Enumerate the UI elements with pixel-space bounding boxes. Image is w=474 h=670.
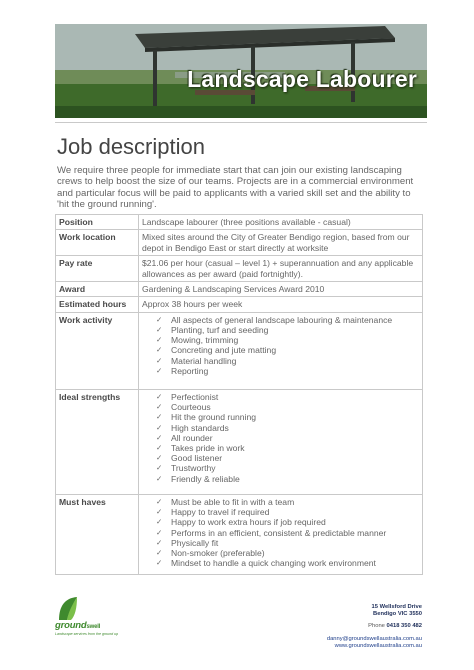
banner-title: Landscape Labourer	[187, 66, 417, 92]
list-item: ✓ Hit the ground running	[156, 412, 257, 423]
checkmark-icon: ✓	[156, 422, 163, 432]
row-value: $21.06 per hour (casual – level 1) + superannuation and any applicable allowances as per award (paid fortnightly).	[139, 256, 423, 282]
list-item: ✓ High standards	[156, 422, 229, 433]
checkmark-icon: ✓	[156, 443, 163, 453]
list-item: ✓ Mowing, trimming	[156, 335, 239, 346]
checkmark-icon: ✓	[156, 517, 163, 527]
row-label: Award	[56, 282, 139, 297]
table-row	[56, 256, 423, 282]
list-item: ✓ All aspects of general landscape labouring & maintenance	[156, 314, 393, 325]
list-item: ✓ Happy to travel if required	[156, 507, 270, 518]
website-link[interactable]: www.groundswellaustralia.com.au	[334, 642, 422, 649]
divider	[55, 122, 427, 123]
list-item: ✓ Friendly & reliable	[156, 473, 240, 484]
checkmark-icon: ✓	[156, 314, 163, 324]
leaf-logo-icon	[57, 596, 79, 622]
list-item: ✓ Physically fit	[156, 537, 219, 548]
row-value: Gardening & Landscaping Services Award 2010	[139, 282, 423, 297]
contact-block	[327, 604, 422, 650]
email-link[interactable]: danny@groundswellaustralia.com.au	[326, 635, 422, 642]
table-row	[56, 282, 423, 297]
list-item: ✓ Trustworthy	[156, 463, 216, 474]
list-item: ✓ Takes pride in work	[156, 443, 245, 454]
row-label: Position	[56, 215, 139, 230]
checkmark-icon: ✓	[156, 402, 163, 412]
list-item: ✓ Material handling	[156, 355, 237, 366]
logo-word: ground	[55, 620, 87, 631]
ideal-strengths-list	[142, 392, 419, 484]
checkmark-icon: ✓	[156, 325, 163, 335]
list-item: ✓ Perfectionist	[156, 392, 219, 403]
must-haves-list	[142, 497, 419, 568]
intro-paragraph: We require three people for immediate start that can join our existing landscaping crews to help boost the size of our teams. Projects are in a commercial environment and particular focus will be paid to applicants with a varied skill set and the ability to 'hit the ground running'.	[57, 165, 414, 210]
list-item: ✓ Performs in an efficient, consistent & predictable manner	[156, 527, 387, 538]
table-row	[56, 215, 423, 230]
address-line-2: Bendigo VIC 3550	[373, 611, 422, 618]
checkmark-icon: ✓	[156, 463, 163, 473]
table-row	[56, 494, 423, 574]
row-label: Must haves	[56, 494, 139, 574]
checkmark-icon: ✓	[156, 335, 163, 345]
list-item: ✓ Courteous	[156, 402, 211, 413]
checkmark-icon: ✓	[156, 453, 163, 463]
table-row	[56, 312, 423, 389]
list-item: ✓ Reporting	[156, 365, 209, 376]
checkmark-icon: ✓	[156, 496, 163, 506]
row-label: Pay rate	[56, 256, 139, 282]
list-item: ✓ Good listener	[156, 453, 223, 464]
row-label: Work location	[56, 230, 139, 256]
list-item: ✓ All rounder	[156, 432, 213, 443]
checkmark-icon: ✓	[156, 558, 163, 568]
row-label: Work activity	[56, 312, 139, 389]
groundswell-logo	[55, 596, 125, 642]
logo-word-suffix: swell	[86, 624, 101, 630]
work-activity-list	[142, 315, 419, 376]
list-item: ✓ Non-smoker (preferable)	[156, 547, 265, 558]
checkmark-icon: ✓	[156, 392, 163, 402]
checkmark-icon: ✓	[156, 527, 163, 537]
table-row	[56, 297, 423, 312]
list-item: ✓ Mindset to handle a quick changing work environment	[156, 558, 376, 569]
checkmark-icon: ✓	[156, 507, 163, 517]
list-item: ✓ Concreting and jute matting	[156, 345, 277, 356]
list-item: ✓ Planting, turf and seeding	[156, 325, 269, 336]
checkmark-icon: ✓	[156, 473, 163, 483]
row-value: Landscape labourer (three positions available - casual)	[139, 215, 423, 230]
row-label: Ideal strengths	[56, 390, 139, 495]
checkmark-icon: ✓	[156, 365, 163, 375]
row-value: Approx 38 hours per week	[139, 297, 423, 312]
checkmark-icon: ✓	[156, 345, 163, 355]
row-label: Estimated hours	[56, 297, 139, 312]
job-details-table	[55, 214, 423, 575]
header-banner	[55, 24, 427, 118]
checkmark-icon: ✓	[156, 412, 163, 422]
checkmark-icon: ✓	[156, 355, 163, 365]
logo-tagline: Landscape services from the ground up	[55, 632, 119, 636]
phone-number: 0418 350 482	[386, 623, 422, 630]
list-item: ✓ Must be able to fit in with a team	[156, 496, 295, 507]
table-row	[56, 390, 423, 495]
list-item: ✓ Happy to work extra hours if job required	[156, 517, 326, 528]
checkmark-icon: ✓	[156, 547, 163, 557]
page-title: Job description	[57, 134, 205, 159]
address-line-1: 15 Wellsford Drive	[371, 604, 422, 610]
checkmark-icon: ✓	[156, 432, 163, 442]
phone-label: Phone	[368, 623, 385, 630]
row-value: Mixed sites around the City of Greater Bendigo region, based from our depot in Bendigo East or start directly at worksite	[139, 230, 423, 256]
checkmark-icon: ✓	[156, 537, 163, 547]
table-row	[56, 230, 423, 256]
